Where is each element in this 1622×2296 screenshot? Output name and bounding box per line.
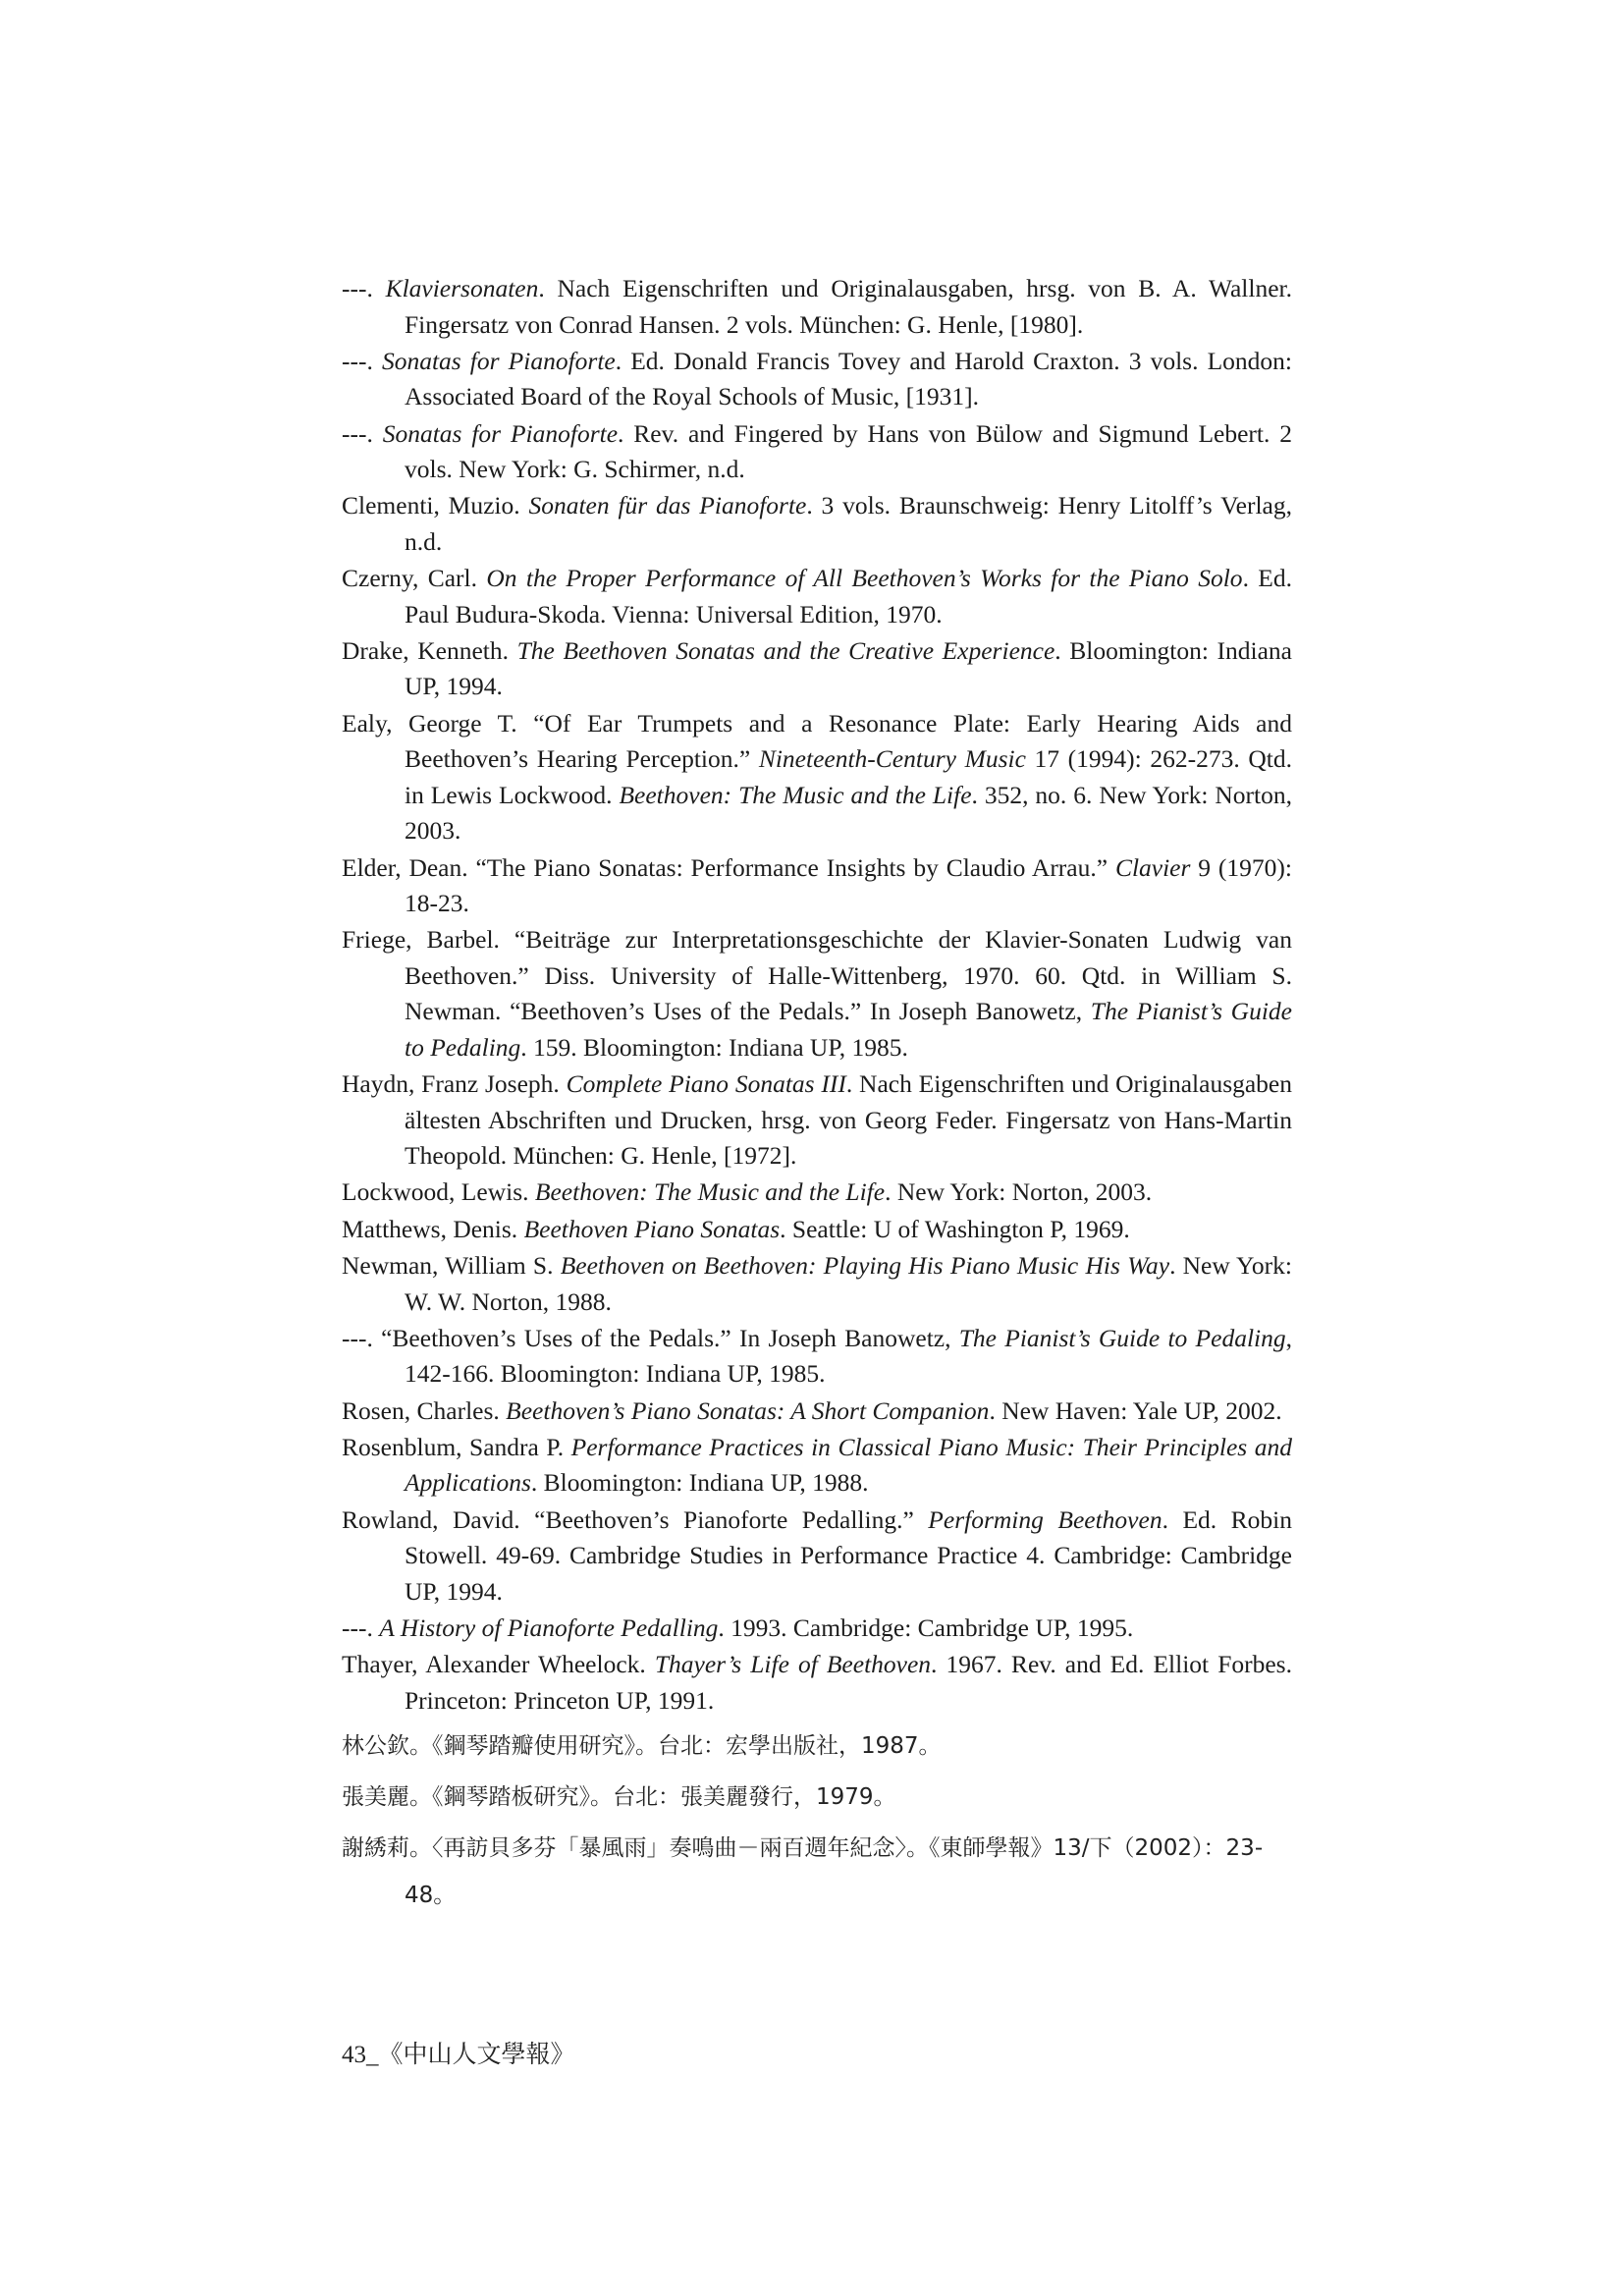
entry-text: . Ed. Paul Budura-Skoda. Vienna: Universal Edition, 1970. [405,564,1293,629]
entry-text: . Seattle: U of Washington P, 1969. [780,1214,1130,1243]
entry-text: . New York: Norton, 2003. [885,1177,1153,1207]
entry-title: A History of Pianoforte Pedalling [379,1613,719,1643]
entry-text: ---. [342,346,382,375]
entry-title: Beethoven’s Piano Sonatas: A Short Companion [506,1395,990,1425]
entry-text: . Bloomington: Indiana UP, 1994. [405,635,1292,701]
entry-text: . 352, no. 6. New York: Norton, 2003. [405,780,1292,846]
entry-text: Czerny, Carl. [342,564,487,593]
bibliography-entry [342,1248,1292,1320]
entry-text: . Ed. Donald Francis Tovey and Harold Craxton. 3 vols. London: Associated Board of the Royal Schools of Music, [1931]. [405,346,1292,411]
entry-text: 謝綉莉。〈再訪貝多芬「暴風雨」奏鳴曲－兩百週年紀念〉。《東師學報》13/下（2002）：23-48。 [342,1835,1264,1909]
entry-text: ---. [342,418,383,448]
entry-title: Performing Beethoven [928,1504,1162,1534]
bibliography-entry [342,1503,1292,1611]
entry-title: Klaviersonaten [385,274,539,302]
bibliography-entry [342,1175,1292,1211]
entry-text: . 159. Bloomington: Indiana UP, 1985. [520,1032,908,1062]
bibliography-entry [342,1430,1292,1502]
entry-title: Sonatas for Pianoforte [381,346,616,375]
bibliography-entry [342,1647,1292,1719]
bibliography-entry [342,488,1292,560]
entry-text: 9 (1970): 18-23. [405,852,1292,918]
entry-text: Rosenblum, Sandra P. [342,1432,571,1461]
bibliography-entry [342,1611,1292,1647]
entry-title: The Beethoven Sonatas and the Creative Experience [516,635,1055,665]
entry-text: Drake, Kenneth. [342,635,517,665]
entry-title: Beethoven Piano Sonatas [523,1214,781,1243]
entry-title: Performance Practices in Classical Piano Music: Their Principles and Applications [405,1432,1292,1498]
entry-text: . Bloomington: Indiana UP, 1988. [530,1468,869,1498]
entry-text: Clementi, Muzio. [342,491,529,520]
entry-title: Beethoven: The Music and the Life [619,780,972,809]
entry-text: . Rev. and Fingered by Hans von Bülow and Sigmund Lebert. 2 vols. New York: G. Schirmer, n.d. [405,418,1292,484]
entry-text: . 1993. Cambridge: Cambridge UP, 1995. [718,1613,1134,1643]
entry-text: Lockwood, Lewis. [342,1177,535,1207]
entry-title: Complete Piano Sonatas III [566,1069,846,1099]
bibliography-entry [342,633,1292,705]
entry-text: . 3 vols. Braunschweig: Henry Litolff’s Verlag, n.d. [405,491,1292,556]
entry-text: 17 (1994): 262-273. Qtd. in Lewis Lockwood. [405,744,1292,809]
bibliography-entry [342,1394,1292,1430]
bibliography-list [342,271,1292,1920]
entry-title: Nineteenth-Century Music [758,744,1026,774]
entry-text: . 1967. Rev. and Ed. Elliot Forbes. Princeton: Princeton UP, 1991. [405,1650,1292,1715]
entry-text: . Nach Eigenschriften und Originalausgaben, hrsg. von B. A. Wallner. Fingersatz von Conrad Hansen. 2 vols. München: G. Henle, [1980]. [405,274,1292,339]
bibliography-entry [342,706,1292,849]
page-footer: 43_《中山人文學報》 [342,2042,575,2068]
entry-text: Friege, Barbel. “Beiträge zur Interpretationsgeschichte der Klavier-Sonaten Ludwig van Beethoven.” Diss. University of Halle-Wittenberg, 1970. 60. Qtd. in William S. Newman. “Beethoven’s Uses of the Pedals.” In Joseph Banowetz, [342,925,1292,1026]
entry-text: Haydn, Franz Joseph. [342,1069,567,1099]
entry-title: Thayer’s Life of Beethoven [654,1650,932,1679]
entry-text: ---. “Beethoven’s Uses of the Pedals.” In Joseph Banowetz, [342,1323,959,1352]
entry-text: , 142-166. Bloomington: Indiana UP, 1985. [405,1323,1292,1389]
entry-text: Ealy, George T. “Of Ear Trumpets and a Resonance Plate: Early Hearing Aids and Beethoven’s Hearing Perception.” [342,708,1292,774]
entry-text: . New Haven: Yale UP, 2002. [989,1395,1282,1425]
entry-title: Beethoven: The Music and the Life [534,1177,886,1207]
entry-text: ---. [342,274,386,302]
entry-text: Newman, William S. [342,1251,561,1281]
entry-text: Rowland, David. “Beethoven’s Pianoforte Pedalling.” [342,1504,929,1534]
bibliography-entry [342,1321,1292,1393]
entry-text: . Ed. Robin Stowell. 49-69. Cambridge Studies in Performance Practice 4. Cambridge: Cambridge UP, 1994. [405,1504,1293,1606]
entry-text: Matthews, Denis. [342,1214,524,1243]
entry-title: The Pianist’s Guide to Pedaling [958,1323,1286,1352]
entry-text: 張美麗。《鋼琴踏板研究》。台北：張美麗發行，1979。 [342,1784,896,1811]
entry-text: Elder, Dean. “The Piano Sonatas: Performance Insights by Claudio Arrau.” [342,852,1115,882]
entry-text: . New York: W. W. Norton, 1988. [405,1251,1292,1316]
bibliography-entry [342,271,1292,343]
bibliography-entry [342,1774,1292,1821]
entry-text: Thayer, Alexander Wheelock. [342,1650,655,1679]
entry-title: Sonaten für das Pianoforte [528,491,807,520]
entry-text: ---. [342,1613,380,1643]
bibliography-entry [342,1722,1292,1770]
entry-title: Beethoven on Beethoven: Playing His Piano Music His Way [560,1251,1170,1281]
entry-text: . Nach Eigenschriften und Originalausgaben ältesten Abschriften und Drucken, hrsg. von Georg Feder. Fingersatz von Hans-Martin Theopold. München: G. Henle, [1972]. [405,1069,1293,1171]
bibliography-entry [342,1212,1292,1248]
bibliography-entry [342,1066,1292,1175]
bibliography-entry [342,344,1292,415]
bibliography-entry [342,850,1292,922]
entry-title: On the Proper Performance of All Beethoven’s Works for the Piano Solo [486,564,1243,593]
bibliography-entry [342,922,1292,1066]
entry-title: Clavier [1114,852,1191,882]
entry-title: The Pianist’s Guide to Pedaling [405,997,1293,1062]
bibliography-entry [342,561,1292,632]
bibliography-entry [342,416,1292,488]
bibliography-entry [342,1825,1292,1919]
entry-title: Sonatas for Pianoforte [382,418,619,448]
entry-text: 林公欽。《鋼琴踏瓣使用研究》。台北：宏學出版社，1987。 [342,1733,942,1760]
entry-text: Rosen, Charles. [342,1395,507,1425]
